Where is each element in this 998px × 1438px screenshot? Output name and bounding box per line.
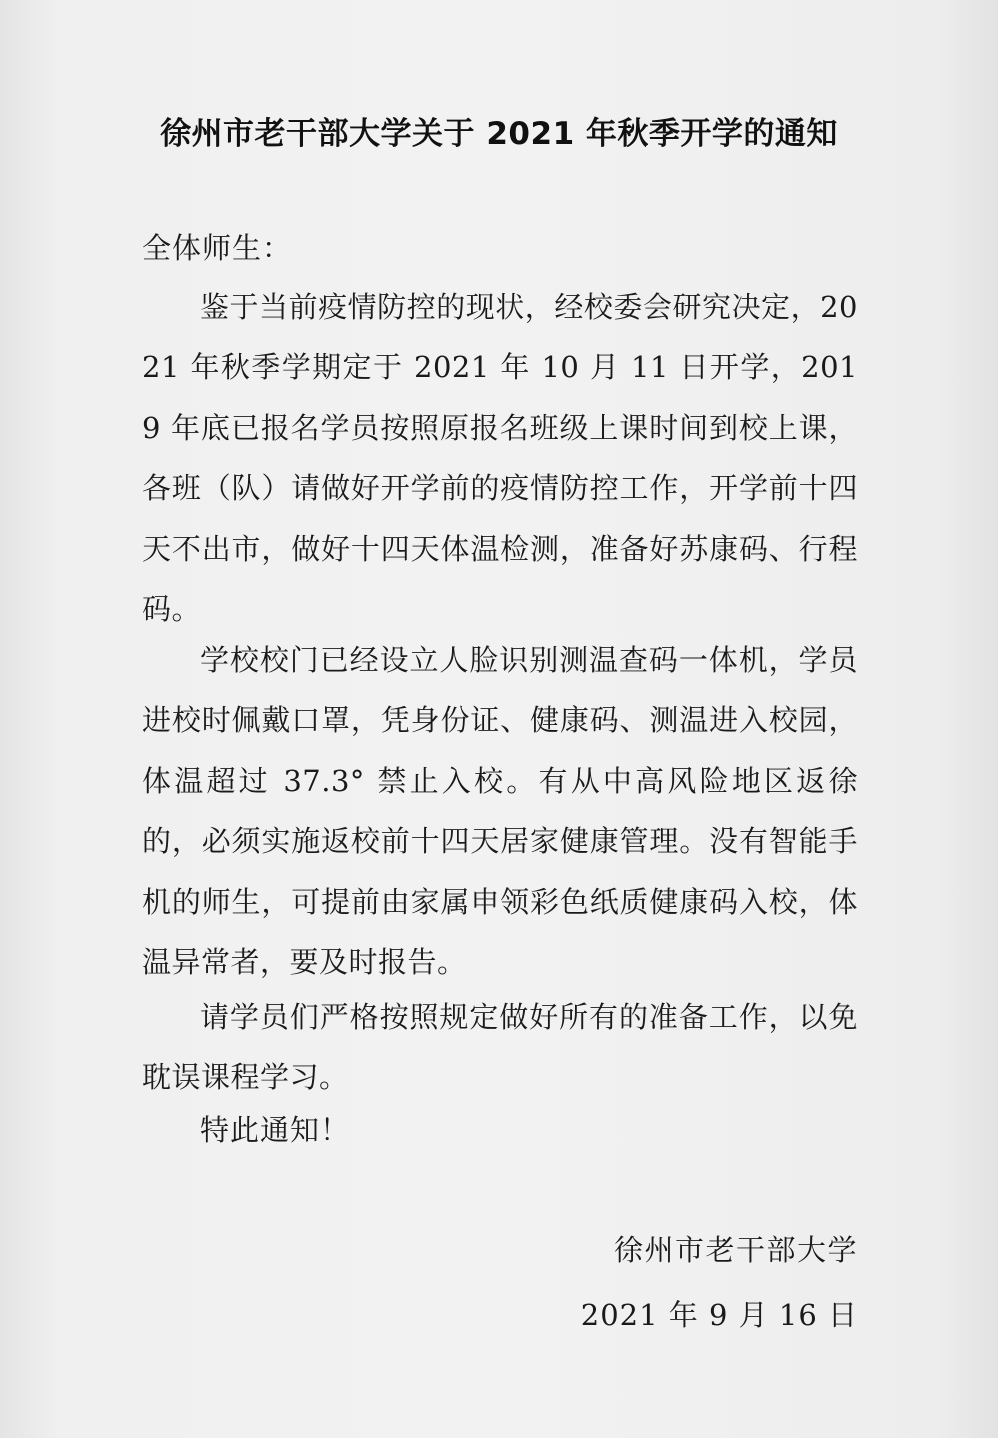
body-paragraph-3: 请学员们严格按照规定做好所有的准备工作，以免耽误课程学习。 xyxy=(142,1000,858,1095)
signature-organization: 徐州市老干部大学 xyxy=(613,1233,858,1267)
closing-line: 特此通知！ xyxy=(200,1113,351,1147)
body-paragraph-2: 学校校门已经设立人脸识别测温查码一体机，学员进校时佩戴口罩，凭身份证、健康码、测温进入校园，体温超过 37.3° 禁止入校。有从中高风险地区返徐的，必须实施返校前十四天居家健康管理。没有智能手机的师生，可提前由家属申领彩色纸质健康码入校，体温异常者，要及时报告。 xyxy=(142,643,858,980)
body-paragraph-1: 鉴于当前疫情防控的现状，经校委会研究决定，2021 年秋季学期定于 2021 年 10 月 11 日开学，2019 年底已报名学员按照原报名班级上课时间到校上课，各班（队）请做好开学前的疫情防控工作，开学前十四天不出市，做好十四天体温检测，准备好苏康码、行程码。 xyxy=(142,290,858,627)
salutation: 全体师生： xyxy=(142,231,293,265)
signature-date: 2021 年 9 月 16 日 xyxy=(580,1298,858,1332)
document-title: 徐州市老干部大学关于 2021 年秋季开学的通知 xyxy=(160,116,838,152)
